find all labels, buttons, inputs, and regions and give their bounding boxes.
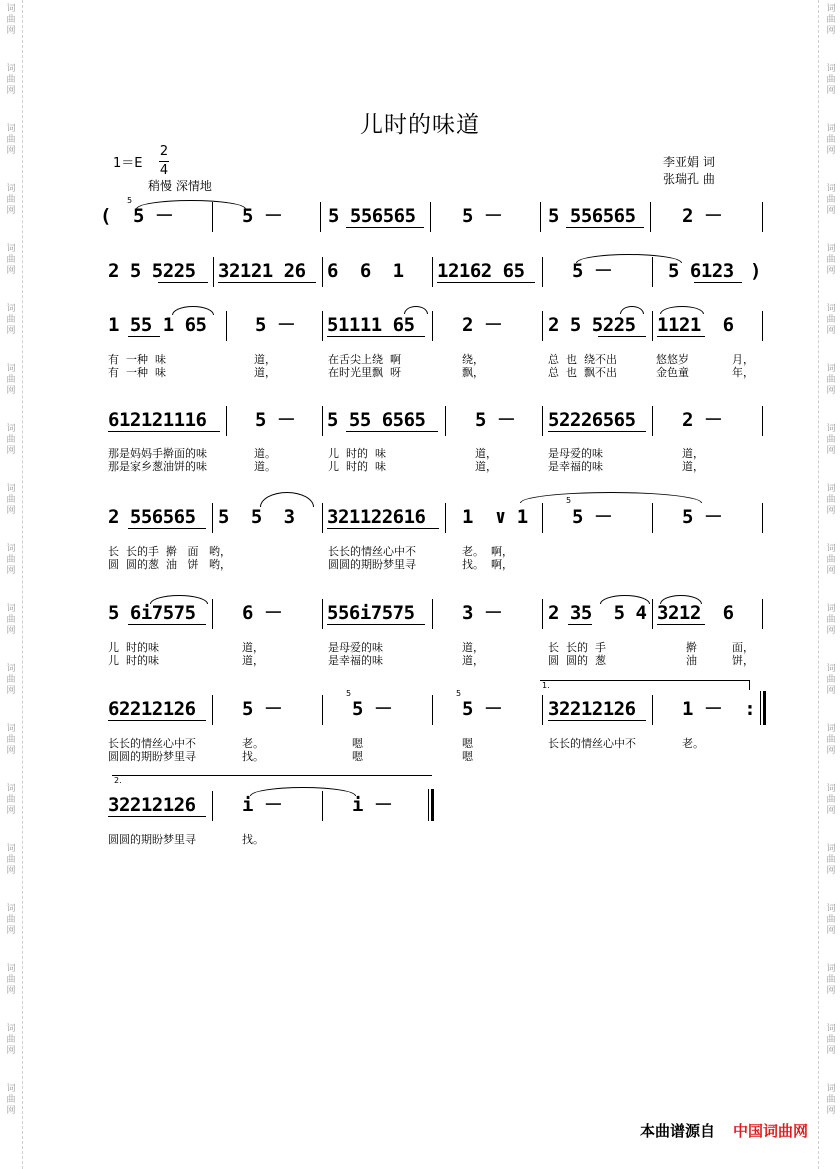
measure: 5 55 6565 [327, 409, 426, 431]
measure: 5 556565 [328, 205, 416, 227]
barline [652, 406, 653, 436]
lyric: 道， [475, 460, 497, 473]
barline [762, 202, 763, 232]
barline [445, 406, 446, 436]
grace-note: 5 [456, 689, 462, 698]
final-barline [428, 789, 429, 821]
lyric: 圆 圆的 葱 [548, 654, 606, 667]
underline-beam [346, 431, 438, 432]
underline-beam [694, 282, 742, 283]
measure: 6 － [242, 602, 283, 624]
underline-beam [346, 227, 424, 228]
measure: 52226565 [548, 409, 636, 431]
watermark-text: 词 曲 网 [6, 904, 16, 936]
lyric: 圆圆的期盼梦里寻 [108, 750, 196, 763]
watermark-text: 词 曲 网 [826, 124, 836, 156]
lyric: 嗯 [352, 737, 363, 750]
measure: 321122616 [327, 506, 426, 528]
watermark-text: 词 曲 网 [6, 664, 16, 696]
lyric: 老。 [242, 737, 264, 750]
lyric: 找。 [242, 750, 264, 763]
barline [212, 599, 213, 629]
watermark-text: 词 曲 网 [6, 4, 16, 36]
measure: 3212 6 [657, 602, 734, 624]
slur [660, 306, 704, 314]
lyric: 道， [682, 460, 704, 473]
barline [652, 599, 653, 629]
lyric: 是母爱的味 [328, 641, 383, 654]
lyric: 是母爱的味 [548, 447, 603, 460]
lyric: 是幸福的味 [328, 654, 383, 667]
lyric: 有 一种 味 [108, 353, 166, 366]
watermark-text: 词 曲 网 [6, 124, 16, 156]
watermark-text: 词 曲 网 [6, 484, 16, 516]
measure: 32212126 [548, 698, 636, 720]
measure: 5 6i7575 [108, 602, 196, 624]
lyric: 年， [732, 366, 754, 379]
slur [260, 492, 314, 507]
second-ending-label: 2. [114, 776, 122, 785]
barline [542, 599, 543, 629]
lyric: 在时光里飘 呀 [328, 366, 401, 379]
underline-beam [108, 816, 206, 817]
barline [432, 599, 433, 629]
watermark-text: 词 曲 网 [6, 424, 16, 456]
grace-note: 5 [566, 496, 572, 505]
measure: 5 － [682, 506, 723, 528]
lyric: 道， [682, 447, 704, 460]
measure: 2 5 5225 [548, 314, 636, 336]
lyric: 长长的情丝心中不 [548, 737, 636, 750]
barline [322, 599, 323, 629]
close-paren: ) [750, 260, 761, 282]
lyric: 老。 [682, 737, 704, 750]
lyric: 儿 时的味 [108, 654, 159, 667]
footer-site-link[interactable]: 中国词曲网 [732, 1122, 808, 1140]
lyric: 是幸福的味 [548, 460, 603, 473]
lyric: 那是家乡葱油饼的味 [108, 460, 207, 473]
measure: 5 556565 [548, 205, 636, 227]
footer-prefix: 本曲谱源自 [639, 1122, 715, 1140]
score-title: 儿时的味道 [360, 112, 480, 138]
left-margin-line [22, 0, 23, 1169]
measure: 5 － [242, 205, 283, 227]
lyric: 圆圆的期盼梦里寻 [108, 833, 196, 846]
barline [762, 503, 763, 533]
lyric: 飘， [462, 366, 484, 379]
lyric: 道， [462, 641, 484, 654]
tempo-marking: 稍慢 深情地 [148, 179, 212, 193]
first-ending-label: 1. [542, 681, 550, 690]
watermark-text: 词 曲 网 [826, 64, 836, 96]
lyric: 找。 啊， [462, 558, 513, 571]
measure: 2 556565 [108, 506, 196, 528]
underline-beam [598, 336, 646, 337]
underline-beam [657, 624, 705, 625]
measure: 62212126 [108, 698, 196, 720]
repeat-barline [760, 691, 761, 725]
lyric: 嗯 [462, 750, 473, 763]
lyric: 擀 [686, 641, 697, 654]
lyric: 圆 圆的葱 油 饼 哟， [108, 558, 231, 571]
underline-beam [158, 282, 208, 283]
barline [432, 311, 433, 341]
barline [540, 202, 541, 232]
barline [445, 503, 446, 533]
measure: i － [352, 794, 393, 816]
underline-beam [108, 431, 220, 432]
barline [322, 257, 323, 287]
underline-beam [327, 336, 425, 337]
measure: 1 55 1 65 [108, 314, 207, 336]
lyric: 道， [462, 654, 484, 667]
underline-beam [568, 624, 592, 625]
watermark-text: 词 曲 网 [826, 244, 836, 276]
measure: 51111 65 [327, 314, 415, 336]
first-ending-bracket [540, 680, 750, 690]
measure: 5 － [462, 205, 503, 227]
measure: 5 5 3 [218, 506, 295, 528]
measure: 32212126 [108, 794, 196, 816]
watermark-text: 词 曲 网 [6, 544, 16, 576]
key-signature: 1＝E [113, 156, 143, 171]
lyric: 金色童 [656, 366, 689, 379]
watermark-text: 词 曲 网 [826, 544, 836, 576]
barline [322, 406, 323, 436]
lyric: 油 [686, 654, 697, 667]
watermark-text: 词 曲 网 [6, 604, 16, 636]
lyric: 道， [254, 366, 276, 379]
repeat-barline-thick [763, 691, 766, 725]
barline [762, 406, 763, 436]
barline [212, 503, 213, 533]
measure: 5 － [255, 409, 296, 431]
watermark-text: 词 曲 网 [826, 964, 836, 996]
watermark-text: 词 曲 网 [6, 364, 16, 396]
lyric: 儿 时的 味 [328, 460, 386, 473]
lyric: 找。 [242, 833, 264, 846]
slur [660, 595, 702, 604]
watermark-text: 词 曲 网 [826, 604, 836, 636]
lyric: 儿 时的 味 [328, 447, 386, 460]
lyric: 道。 [254, 447, 276, 460]
lyric: 嗯 [462, 737, 473, 750]
underline-beam [218, 282, 316, 283]
watermark-text: 词 曲 网 [6, 724, 16, 756]
open-paren: ( [100, 205, 111, 227]
underline-beam [327, 528, 439, 529]
underline-beam [128, 336, 160, 337]
barline [322, 311, 323, 341]
time-signature-bottom: 4 [159, 163, 169, 178]
underline-beam [548, 431, 646, 432]
lyric: 儿 时的味 [108, 641, 159, 654]
underline-beam [657, 336, 705, 337]
barline [652, 311, 653, 341]
lyric: 嗯 [352, 750, 363, 763]
watermark-text: 词 曲 网 [826, 424, 836, 456]
measure: 1 ∨ 1 [462, 506, 528, 528]
grace-note: 5 [127, 196, 133, 205]
barline [762, 311, 763, 341]
lyric: 总 也 飘不出 [548, 366, 617, 379]
watermark-text: 词 曲 网 [826, 724, 836, 756]
underline-beam [548, 720, 646, 721]
measure: 5 6123 [668, 260, 734, 282]
watermark-text: 词 曲 网 [6, 1024, 16, 1056]
barline [542, 311, 543, 341]
lyric: 总 也 绕不出 [548, 353, 617, 366]
watermark-text: 词 曲 网 [826, 184, 836, 216]
watermark-text: 词 曲 网 [826, 484, 836, 516]
barline [226, 406, 227, 436]
measure: 5 － [572, 260, 613, 282]
measure: 612121116 [108, 409, 207, 431]
lyric: 饼， [732, 654, 754, 667]
barline [542, 406, 543, 436]
measure: 5 － [352, 698, 393, 720]
measure: 1121 6 [657, 314, 734, 336]
lyric: 道。 [254, 460, 276, 473]
barline [432, 257, 433, 287]
measure: 2 5 5225 [108, 260, 196, 282]
barline [650, 202, 651, 232]
measure: 2 － [682, 409, 723, 431]
barline [542, 695, 543, 725]
barline [652, 503, 653, 533]
lyric: 那是妈妈手擀面的味 [108, 447, 207, 460]
watermark-text: 词 曲 网 [6, 244, 16, 276]
watermark-text: 词 曲 网 [826, 364, 836, 396]
measure: 2 35 5 4 [548, 602, 647, 624]
time-signature-top: 2 [159, 144, 169, 159]
barline [322, 503, 323, 533]
watermark-text: 词 曲 网 [6, 1084, 16, 1116]
barline [322, 695, 323, 725]
measure: 5 － [242, 698, 283, 720]
measure: 5 － [255, 314, 296, 336]
lyric: 面， [732, 641, 754, 654]
barline [430, 202, 431, 232]
measure: 556i7575 [327, 602, 415, 624]
lyric: 有 一种 味 [108, 366, 166, 379]
barline [652, 695, 653, 725]
lyric: 长长的情丝心中不 [328, 545, 416, 558]
measure: 32121 26 [218, 260, 306, 282]
measure: 1 － : [682, 698, 756, 720]
measure: 3 － [462, 602, 503, 624]
source-footer [640, 1120, 808, 1141]
barline [212, 695, 213, 725]
lyric: 月， [732, 353, 754, 366]
underline-beam [437, 282, 535, 283]
watermark-text: 词 曲 网 [826, 784, 836, 816]
slur [172, 306, 214, 315]
underline-beam [128, 624, 206, 625]
lyric: 道， [242, 641, 264, 654]
composer-credit: 张瑞孔 曲 [663, 172, 715, 186]
watermark-text: 词 曲 网 [826, 4, 836, 36]
watermark-text: 词 曲 网 [6, 964, 16, 996]
measure: 5 － [462, 698, 503, 720]
measure: 5 － [475, 409, 516, 431]
lyric: 老。 啊， [462, 545, 513, 558]
barline [542, 503, 543, 533]
tie [520, 492, 702, 503]
watermark-text: 词 曲 网 [826, 304, 836, 336]
lyric: 道， [475, 447, 497, 460]
first-ending-bracket-end [749, 680, 750, 690]
tie [250, 787, 356, 796]
watermark-text: 词 曲 网 [6, 304, 16, 336]
lyric: 长长的情丝心中不 [108, 737, 196, 750]
underline-beam [327, 624, 425, 625]
measure: 6 6 1 [327, 260, 404, 282]
lyric: 长 长的 手 [548, 641, 606, 654]
barline [320, 202, 321, 232]
barline [542, 257, 543, 287]
watermark-text: 词 曲 网 [826, 844, 836, 876]
lyric: 绕， [462, 353, 484, 366]
grace-note: 5 [346, 689, 352, 698]
slur [404, 306, 428, 314]
slur [600, 595, 650, 604]
watermark-text: 词 曲 网 [826, 1024, 836, 1056]
measure: 5 － [572, 506, 613, 528]
final-barline-thick [431, 789, 434, 821]
watermark-text: 词 曲 网 [6, 64, 16, 96]
lyric: 悠悠岁 [656, 353, 689, 366]
measure: 2 － [682, 205, 723, 227]
watermark-text: 词 曲 网 [826, 664, 836, 696]
watermark-text: 词 曲 网 [6, 784, 16, 816]
barline [432, 695, 433, 725]
measure: 2 － [462, 314, 503, 336]
watermark-text: 词 曲 网 [826, 1084, 836, 1116]
tie [576, 254, 682, 263]
lyric: 长 长的手 擀 面 哟， [108, 545, 231, 558]
lyric: 圆圆的期盼梦里寻 [328, 558, 416, 571]
lyric: 道， [242, 654, 264, 667]
measure: 5 － [133, 205, 174, 227]
underline-beam [128, 528, 206, 529]
underline-beam [566, 227, 644, 228]
underline-beam [108, 720, 206, 721]
lyric: 道， [254, 353, 276, 366]
barline [213, 257, 214, 287]
lyric: 在舌尖上绕 啊 [328, 353, 401, 366]
barline [212, 791, 213, 821]
measure: i － [242, 794, 283, 816]
watermark-text: 词 曲 网 [6, 184, 16, 216]
measure: 12162 65 [437, 260, 525, 282]
watermark-text: 词 曲 网 [6, 844, 16, 876]
watermark-text: 词 曲 网 [826, 904, 836, 936]
barline [226, 311, 227, 341]
barline [762, 599, 763, 629]
second-ending-bracket [112, 775, 432, 785]
slur [620, 306, 644, 314]
right-margin-line [818, 0, 819, 1169]
tie [136, 200, 246, 209]
lyricist-credit: 李亚娟 词 [663, 155, 715, 169]
slur [150, 595, 208, 604]
time-signature [158, 143, 170, 180]
